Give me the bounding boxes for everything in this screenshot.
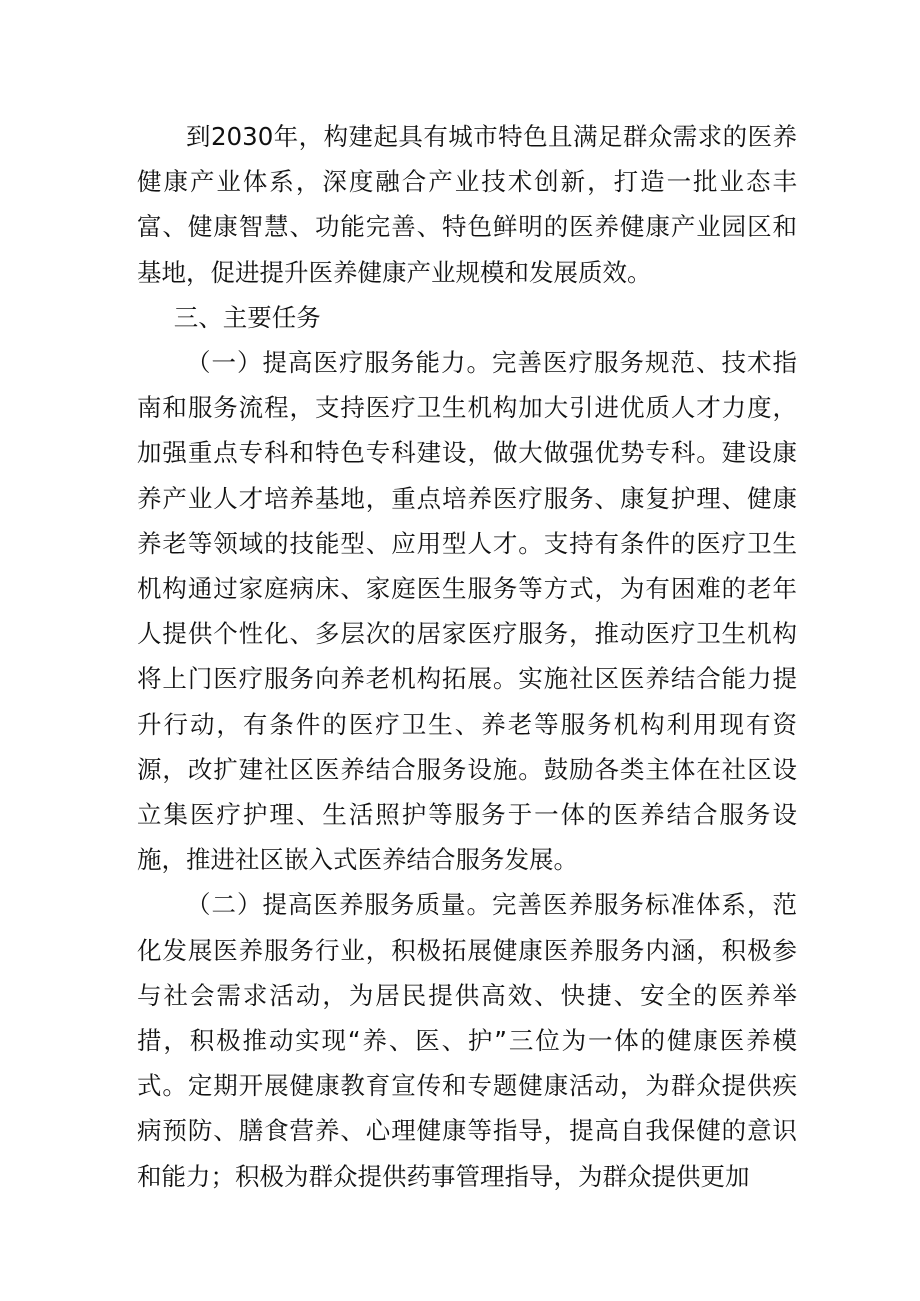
task-body-2: 完善医养服务标准体系，范化发展医养服务行业，积极拓展健康医养服务内涵，积极参与社会需求活动，为居民提供高效、快捷、安全的医养举措，积极推动实现“养、医、护”三位为一体的健康医养模式。定期开展健康教育宣传和专题健康活动，为群众提供疾病预防、膳食营养、心理健康等指导，提高自我保健的意识和能力；积极为群众提供药事管理指导，为群众提供更加: [137, 890, 797, 1191]
document-body: [137, 114, 797, 1199]
goal-paragraph: 到2030年，构建起具有城市特色且满足群众需求的医养健康产业体系，深度融合产业技术创新，打造一批业态丰富、健康智慧、功能完善、特色鲜明的医养健康产业园区和基地，促进提升医养健康产业规模和发展质效。: [137, 122, 797, 287]
task-paragraph-2: [137, 882, 797, 1198]
section-heading: 三、主要任务: [173, 302, 321, 332]
task-body-1: 完善医疗服务规范、技术指南和服务流程，支持医疗卫生机构加大引进优质人才力度，加强重点专科和特色专科建设，做大做强优势专科。建设康养产业人才培养基地，重点培养医疗服务、康复护理、健康养老等领域的技能型、应用型人才。支持有条件的医疗卫生机构通过家庭病床、家庭医生服务等方式，为有困难的老年人提供个性化、多层次的居家医疗服务，推动医疗卫生机构将上门医疗服务向养老机构拓展。实施社区医养结合能力提升行动，有条件的医疗卫生、养老等服务机构利用现有资源，改扩建社区医养结合服务设施。鼓励各类主体在社区设立集医疗护理、生活照护等服务于一体的医养结合服务设施，推进社区嵌入式医养结合服务发展。: [137, 348, 797, 875]
task-title-2: （二）提高医养服务质量。: [186, 890, 492, 920]
task-title-1: （一）提高医疗服务能力。: [186, 348, 492, 378]
task-paragraph-1: [137, 340, 797, 882]
